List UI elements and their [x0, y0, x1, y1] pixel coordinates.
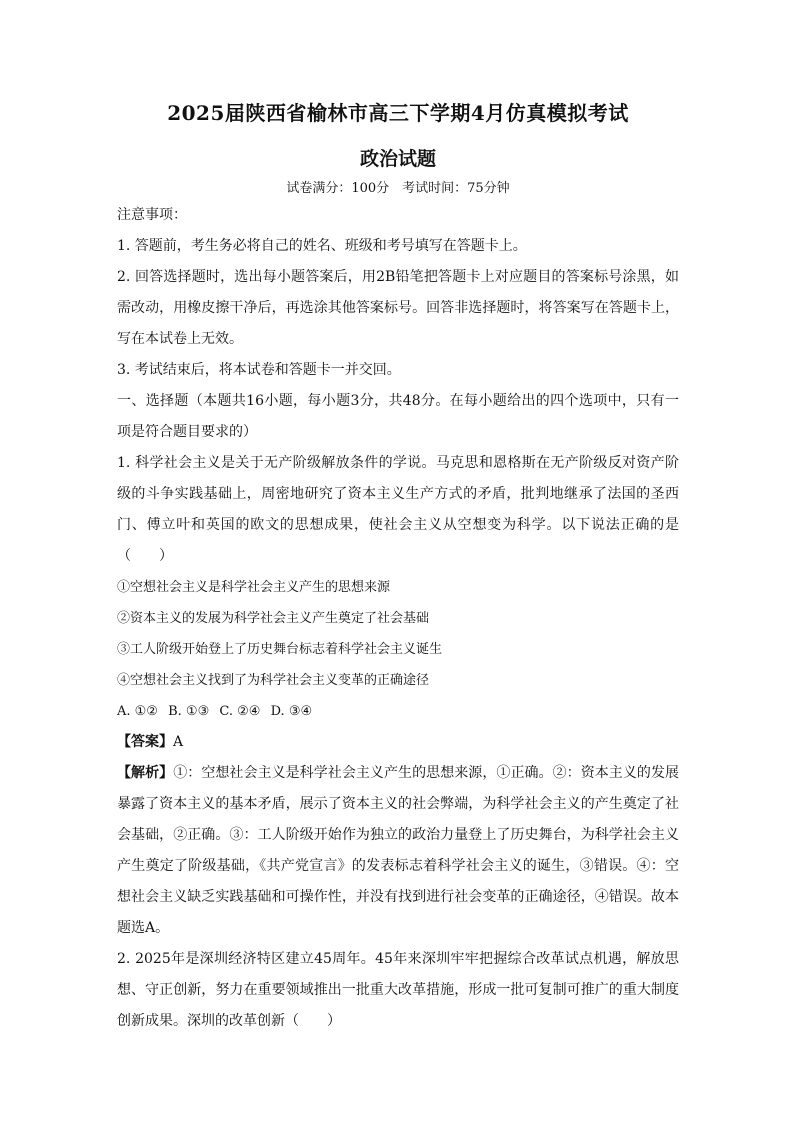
choice-b: B. ①③: [168, 704, 210, 719]
question-1-option: ①空想社会主义是科学社会主义产生的思想来源: [117, 580, 391, 595]
analysis-text: ①：空想社会主义是科学社会主义产生的思想来源，①正确。②：资本主义的发展暴露了资本主义的基本矛盾，展示了资本主义的社会弊端，为科学社会主义的产生奠定了社会基础，②正确。③：工人阶级开始作为独立的政治力量登上了历史舞台，为科学社会主义产生奠定了阶级基础，《共产党宣言》的发表标志着科学社会主义的诞生，③错误。④：空想社会主义缺乏实践基础和可操作性，并没有找到进行社会变革的正确途径，④错误。故本题选A。: [117, 765, 680, 936]
document-subtitle: 政治试题: [359, 148, 436, 170]
choice-c: C. ②④: [219, 704, 261, 719]
question-1-answer: [117, 727, 679, 758]
analysis-label: 【解析】: [117, 765, 174, 781]
answer-label: 【答案】: [117, 734, 173, 750]
question-1-option: ③工人阶级开始登上了历史舞台标志着科学社会主义诞生: [117, 642, 443, 657]
answer-value: A: [173, 734, 184, 750]
question-1-stem: 1. 科学社会主义是关于无产阶级解放条件的学说。马克思和恩格斯在无产阶级反对资产阶级的斗争实践基础上，周密地研究了资本主义生产方式的矛盾，批判地继承了法国的圣西门、傅立叶和英国的欧文的思想成果，使社会主义从空想变为科学。以下说法正确的是（ ）: [117, 455, 679, 564]
notice-item: 2. 回答选择题时，选出每小题答案后，用2B铅笔把答题卡上对应题目的答案标号涂黑，如需改动，用橡皮擦干净后，再选涂其他答案标号。回答非选择题时，将答案写在答题卡上，写在本试卷上无效。: [117, 269, 679, 347]
document-page: [117, 100, 679, 1037]
question-1-choices: [117, 696, 679, 727]
question-1-option: ④空想社会主义找到了为科学社会主义变革的正确途径: [117, 673, 430, 688]
exam-info: 试卷满分：100分 考试时间：75分钟: [286, 181, 510, 196]
notice-heading: 注意事项：: [117, 207, 187, 223]
document-title: 2025届陕西省榆林市高三下学期4月仿真模拟考试: [167, 101, 629, 125]
question-2-stem: 2. 2025年是深圳经济特区建立45周年。45年来深圳牢牢把握综合改革试点机遇，解放思想、守正创新，努力在重要领域推出一批重大改革措施，形成一批可复制可推广的重大制度创新成果。深圳的改革创新（ ）: [117, 951, 679, 1029]
notice-item: 1. 答题前，考生务必将自己的姓名、班级和考号填写在答题卡上。: [117, 238, 527, 254]
choice-a: A. ①②: [117, 704, 158, 719]
question-1-analysis: [117, 758, 679, 944]
notice-item: 3. 考试结束后，将本试卷和答题卡一并交回。: [117, 362, 401, 378]
question-1-option: ②资本主义的发展为科学社会主义产生奠定了社会基础: [117, 611, 430, 626]
section-heading: 一、选择题（本题共16小题，每小题3分，共48分。在每小题给出的四个选项中，只有一项是符合题目要求的）: [117, 393, 679, 440]
choice-d: D. ③④: [270, 704, 313, 719]
